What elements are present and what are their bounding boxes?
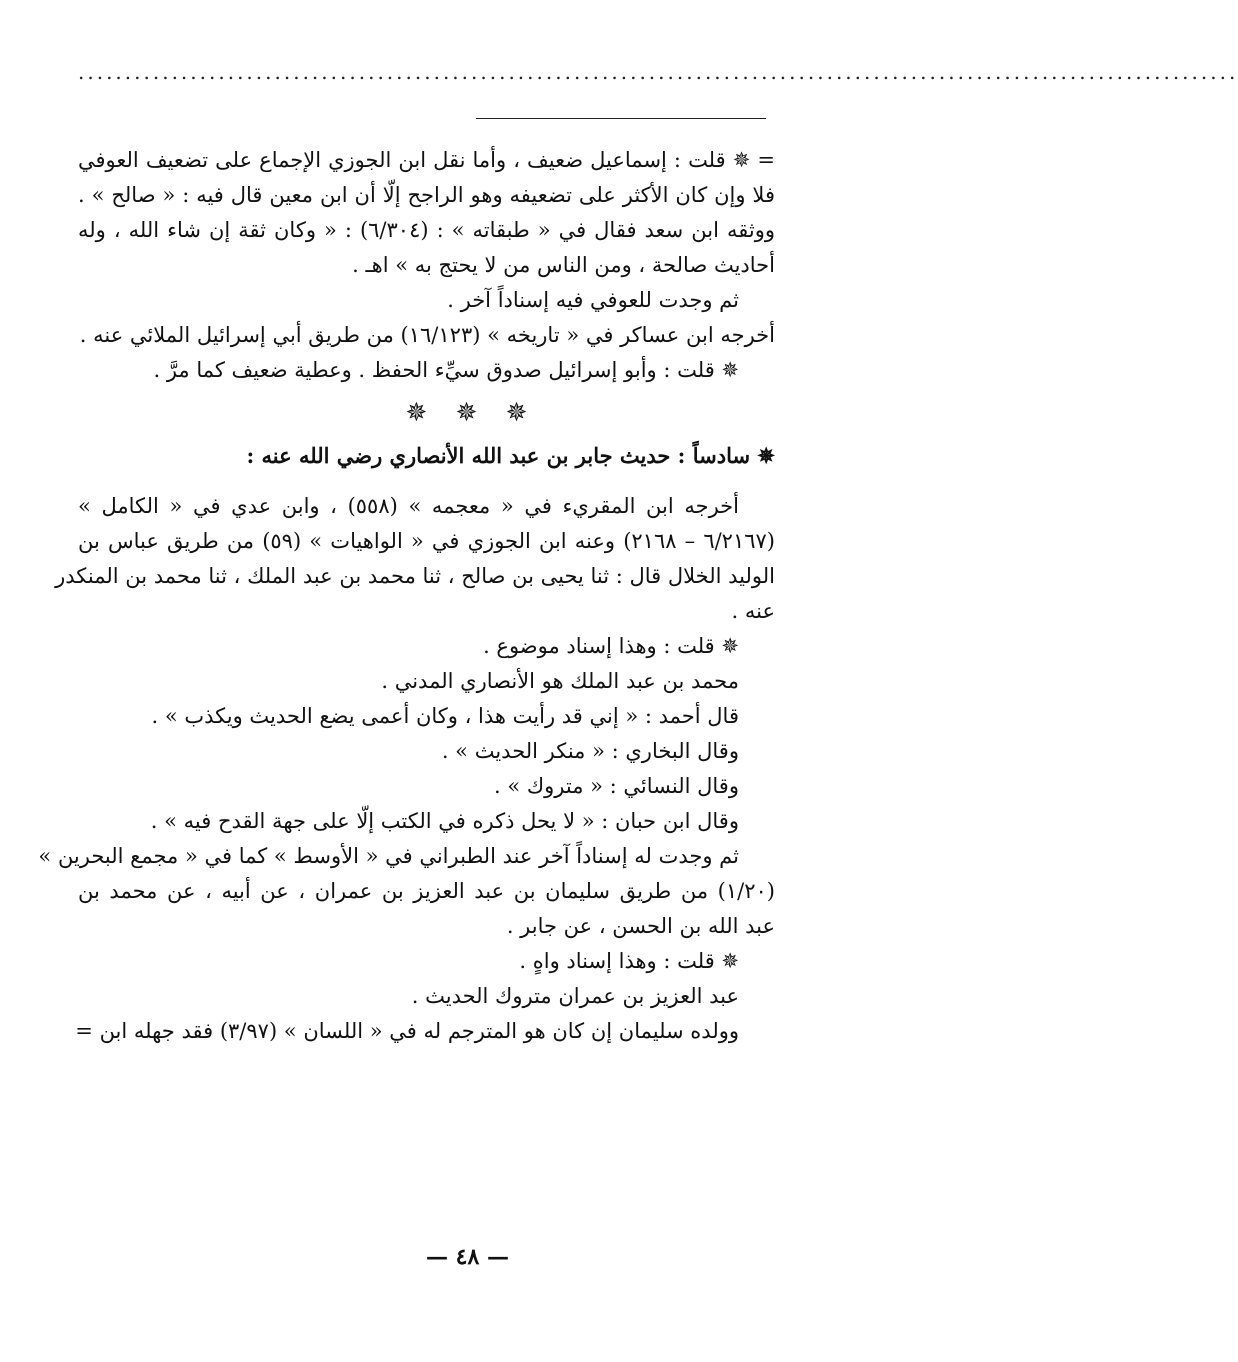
- dotted-rule: ............................................................................................................................: [78, 60, 1238, 84]
- text-line: = ✵ قلت : إسماعيل ضعيف ، وأما نقل ابن الجوزي الإجماع على تضعيف العوفي: [78, 148, 775, 172]
- text-line: عنه .: [731, 599, 775, 623]
- text-line: ثم وجدت له إسناداً آخر عند الطبراني في « الأوسط » كما في « مجمع البحرين »: [38, 844, 739, 868]
- text-line: وقال ابن حبان : « لا يحل ذكره في الكتب إلّا على جهة القدح فيه » .: [150, 809, 739, 833]
- text-line: ✵ قلت : وهذا إسناد موضوع .: [483, 634, 739, 658]
- text-line: ✵ قلت : وأبو إسرائيل صدوق سيِّء الحفظ . وعطية ضعيف كما مرَّ .: [153, 358, 739, 382]
- text-line: ثم وجدت للعوفي فيه إسناداً آخر .: [447, 288, 739, 312]
- text-line: وولده سليمان إن كان هو المترجم له في « اللسان » (٣/٩٧) فقد جهله ابن =: [75, 1019, 739, 1043]
- text-line: وقال النسائي : « متروك » .: [493, 774, 739, 798]
- section-separator: ✵ ✵ ✵: [405, 398, 538, 428]
- text-line: الوليد الخلال قال : ثنا يحيى بن صالح ، ثنا محمد بن عبد الملك ، ثنا محمد بن المنكدر: [55, 564, 775, 588]
- text-line: أحاديث صالحة ، ومن الناس من لا يحتج به » اهـ .: [352, 253, 775, 277]
- text-line: (١/٢٠) من طريق سليمان بن عبد العزيز بن عمران ، عن أبيه ، عن محمد بن: [78, 879, 775, 903]
- section-heading: ✵ سادساً : حديث جابر بن عبد الله الأنصاري رضي الله عنه :: [246, 443, 775, 468]
- text-line: ووثقه ابن سعد فقال في « طبقاته » : (٦/٣٠٤) : « وكان ثقة إن شاء الله ، وله: [78, 218, 775, 242]
- text-line: ✵ قلت : وهذا إسناد واهٍ .: [519, 949, 739, 973]
- text-line: فلا وإن كان الأكثر على تضعيفه وهو الراجح إلّا أن ابن معين قال فيه : « صالح » .: [78, 183, 775, 207]
- text-line: (٦/٢١٦٧ – ٢١٦٨) وعنه ابن الجوزي في « الواهيات » (٥٩) من طريق عباس بن: [78, 529, 775, 553]
- text-line: قال أحمد : « إني قد رأيت هذا ، وكان أعمى يضع الحديث ويكذب » .: [151, 704, 739, 728]
- text-line: أخرجه ابن عساكر في « تاريخه » (١٦/١٢٣) من طريق أبي إسرائيل الملائي عنه .: [79, 323, 775, 347]
- page-number: — ٤٨ —: [426, 1244, 509, 1270]
- text-line: أخرجه ابن المقريء في « معجمه » (٥٥٨) ، وابن عدي في « الكامل »: [78, 494, 739, 518]
- text-line: عبد العزيز بن عمران متروك الحديث .: [411, 984, 739, 1008]
- text-line: وقال البخاري : « منكر الحديث » .: [441, 739, 739, 763]
- text-line: محمد بن عبد الملك هو الأنصاري المدني .: [381, 669, 739, 693]
- footnote-separator-line: [476, 118, 766, 119]
- page-body: [38, 143, 775, 1049]
- text-line: عبد الله بن الحسن ، عن جابر .: [506, 914, 775, 938]
